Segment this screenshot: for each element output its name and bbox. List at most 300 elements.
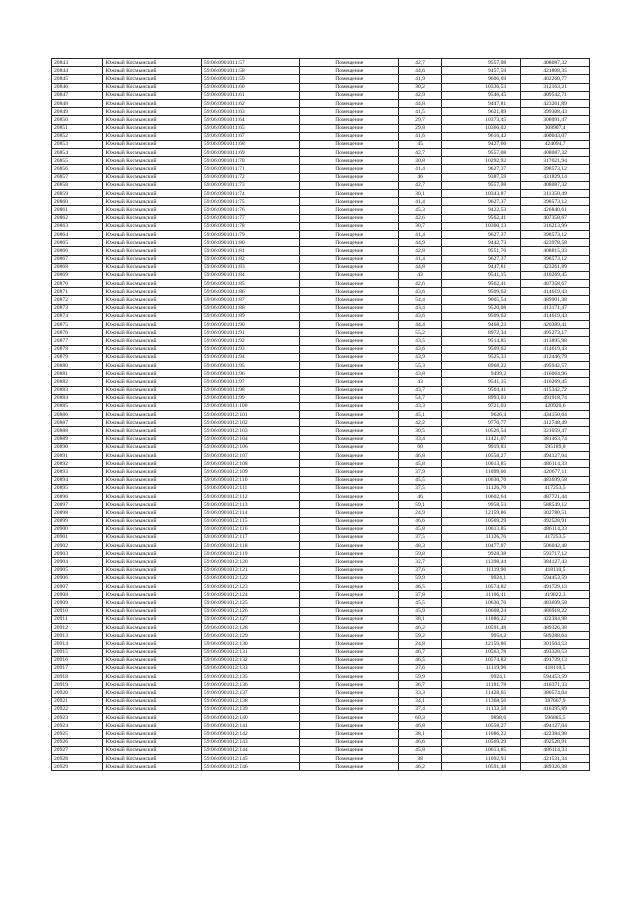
cell-record-number: 20914	[52, 640, 103, 648]
cell-unit-value: 11428,65	[442, 689, 521, 697]
cell-settlement: Южный Космынский	[103, 550, 202, 558]
cell-settlement: Южный Космынский	[103, 99, 202, 107]
cell-cadastral-number: 59:06:0901011:73	[201, 181, 300, 189]
cell-object-type: Помещение	[300, 517, 399, 525]
cell-unit-value: 11119,96	[442, 566, 521, 574]
cell-cadastral-number: 59:06:0901011:93	[201, 345, 300, 353]
cell-cadastral-value: 421808,35	[521, 67, 590, 75]
table-row	[52, 476, 590, 484]
cell-object-type: Помещение	[300, 501, 399, 509]
table-row	[52, 116, 590, 124]
cell-object-type: Помещение	[300, 321, 399, 329]
cell-settlement: Южный Космынский	[103, 59, 202, 67]
cell-area: 37,5	[399, 533, 442, 541]
cell-record-number: 20893	[52, 468, 103, 476]
cell-cadastral-number: 59:06:0901011:90	[201, 321, 300, 329]
cell-cadastral-value: 381463,74	[521, 435, 590, 443]
cell-object-type: Помещение	[300, 746, 399, 754]
cell-settlement: Южный Космынский	[103, 558, 202, 566]
cell-cadastral-value: 414619,43	[521, 345, 590, 353]
cell-unit-value: 9442,73	[442, 239, 521, 247]
cell-object-type: Помещение	[300, 476, 399, 484]
cell-object-type: Помещение	[300, 525, 399, 533]
cell-record-number: 20871	[52, 288, 103, 296]
cell-unit-value: 10569,29	[442, 517, 521, 525]
cell-area: 29,7	[399, 116, 442, 124]
cell-cadastral-value: 308907,4	[521, 124, 590, 132]
cell-unit-value: 9504,41	[442, 386, 521, 394]
cell-settlement: Южный Космынский	[103, 108, 202, 116]
cell-unit-value: 9557,08	[442, 149, 521, 157]
cell-area: 45,8	[399, 525, 442, 533]
cell-unit-value: 11099,66	[442, 468, 521, 476]
cell-area: 24,8	[399, 640, 442, 648]
cell-object-type: Помещение	[300, 492, 399, 500]
cell-settlement: Южный Космынский	[103, 492, 202, 500]
cell-object-type: Помещение	[300, 132, 399, 140]
cell-object-type: Помещение	[300, 149, 399, 157]
cell-cadastral-number: 59:06:0901011:84	[201, 271, 300, 279]
cell-cadastral-number: 59:06:0901011:92	[201, 337, 300, 345]
cell-unit-value: 9626,4	[442, 411, 521, 419]
cell-cadastral-number: 59:06:0901011:100	[201, 402, 300, 410]
cell-record-number: 20908	[52, 591, 103, 599]
table-row	[52, 280, 590, 288]
cell-cadastral-number: 59:06:0901011:85	[201, 280, 300, 288]
table-row	[52, 574, 590, 582]
cell-settlement: Южный Космынский	[103, 124, 202, 132]
cell-unit-value: 10591,48	[442, 763, 521, 771]
cell-cadastral-number: 59:06:0901011:67	[201, 132, 300, 140]
cell-unit-value: 10558,27	[442, 452, 521, 460]
cell-cadastral-value: 486918,22	[521, 607, 590, 615]
cell-unit-value: 10574,82	[442, 656, 521, 664]
cell-settlement: Южный Космынский	[103, 271, 202, 279]
cell-cadastral-number: 59:06:0901012:113	[201, 501, 300, 509]
table-row	[52, 312, 590, 320]
table-row	[52, 492, 590, 500]
cell-cadastral-number: 59:06:0901012:132	[201, 656, 300, 664]
cell-unit-value: 10292,92	[442, 157, 521, 165]
cell-cadastral-value: 506042,48	[521, 542, 590, 550]
cell-unit-value: 9919,83	[442, 443, 521, 451]
cell-area: 59,2	[399, 632, 442, 640]
table-row	[52, 386, 590, 394]
cell-object-type: Помещение	[300, 280, 399, 288]
cell-unit-value: 8972,34	[442, 329, 521, 337]
table-row	[52, 501, 590, 509]
cell-unit-value: 9422,53	[442, 206, 521, 214]
cell-cadastral-value: 418110,5	[521, 566, 590, 574]
cell-object-type: Помещение	[300, 124, 399, 132]
cell-unit-value: 9468,23	[442, 321, 521, 329]
cell-cadastral-value: 413171,47	[521, 304, 590, 312]
cell-cadastral-number: 59:06:0901012:129	[201, 632, 300, 640]
cell-settlement: Южный Космынский	[103, 288, 202, 296]
cell-settlement: Южный Космынский	[103, 304, 202, 312]
table-row	[52, 689, 590, 697]
cell-unit-value: 10336,53	[442, 83, 521, 91]
cell-area: 43,6	[399, 288, 442, 296]
cell-area: 59,9	[399, 574, 442, 582]
cell-record-number: 20919	[52, 681, 103, 689]
cell-record-number: 20888	[52, 427, 103, 435]
cell-cadastral-value: 596885,5	[521, 714, 590, 722]
cell-object-type: Помещение	[300, 599, 399, 607]
cell-unit-value: 10602,64	[442, 492, 521, 500]
cell-area: 45,1	[399, 411, 442, 419]
table-row	[52, 525, 590, 533]
cell-cadastral-number: 59:06:0901011:60	[201, 83, 300, 91]
cell-area: 42,9	[399, 91, 442, 99]
cell-area: 43,5	[399, 337, 442, 345]
cell-object-type: Помещение	[300, 288, 399, 296]
cell-unit-value: 11086,22	[442, 730, 521, 738]
table-row	[52, 337, 590, 345]
cell-record-number: 20906	[52, 574, 103, 582]
cell-area: 37,9	[399, 468, 442, 476]
cell-unit-value: 9520,08	[442, 304, 521, 312]
cell-record-number: 20927	[52, 746, 103, 754]
table-row	[52, 206, 590, 214]
cell-object-type: Помещение	[300, 67, 399, 75]
cell-unit-value: 9541,15	[442, 271, 521, 279]
cell-cadastral-value: 408087,32	[521, 59, 590, 67]
cell-settlement: Южный Космынский	[103, 173, 202, 181]
cell-unit-value: 12159,86	[442, 640, 521, 648]
cell-cadastral-value: 426840,61	[521, 206, 590, 214]
cell-cadastral-number: 59:06:0901011:65	[201, 124, 300, 132]
table-row	[52, 173, 590, 181]
cell-object-type: Помещение	[300, 558, 399, 566]
cell-unit-value: 10569,29	[442, 738, 521, 746]
cell-settlement: Южный Космынский	[103, 312, 202, 320]
cell-cadastral-value: 308091,47	[521, 116, 590, 124]
table-row	[52, 681, 590, 689]
cell-area: 42,7	[399, 149, 442, 157]
cell-settlement: Южный Космынский	[103, 214, 202, 222]
cell-cadastral-value: 494127,04	[521, 452, 590, 460]
table-row	[52, 353, 590, 361]
cell-object-type: Помещение	[300, 722, 399, 730]
cell-cadastral-number: 59:06:0901012:111	[201, 484, 300, 492]
table-row	[52, 583, 590, 591]
cell-cadastral-number: 59:06:0901011:96	[201, 370, 300, 378]
cell-record-number: 20917	[52, 664, 103, 672]
cell-unit-value: 9958,53	[442, 501, 521, 509]
cell-record-number: 20868	[52, 263, 103, 271]
cell-record-number: 20843	[52, 59, 103, 67]
cell-object-type: Помещение	[300, 705, 399, 713]
cell-settlement: Южный Космынский	[103, 329, 202, 337]
cell-cadastral-number: 59:06:0901012:103	[201, 427, 300, 435]
cell-record-number: 20875	[52, 321, 103, 329]
cell-cadastral-value: 418110,5	[521, 664, 590, 672]
cell-cadastral-number: 59:06:0901011:79	[201, 230, 300, 238]
cell-settlement: Южный Космынский	[103, 345, 202, 353]
cell-cadastral-number: 59:06:0901011:99	[201, 394, 300, 402]
cell-object-type: Помещение	[300, 206, 399, 214]
cell-settlement: Южный Космынский	[103, 91, 202, 99]
cell-cadastral-value: 317021,94	[521, 157, 590, 165]
cell-cadastral-value: 408087,32	[521, 149, 590, 157]
cell-cadastral-value: 316213,99	[521, 222, 590, 230]
cell-record-number: 20909	[52, 599, 103, 607]
table-row	[52, 542, 590, 550]
table-row	[52, 181, 590, 189]
cell-object-type: Помещение	[300, 165, 399, 173]
cell-settlement: Южный Космынский	[103, 263, 202, 271]
cell-cadastral-value: 420677,11	[521, 468, 590, 476]
cell-record-number: 20849	[52, 108, 103, 116]
cell-cadastral-value: 495942,57	[521, 361, 590, 369]
cell-record-number: 20922	[52, 705, 103, 713]
cell-cadastral-value: 486114,33	[521, 746, 590, 754]
cell-area: 43,8	[399, 370, 442, 378]
table-row	[52, 591, 590, 599]
cell-record-number: 20852	[52, 132, 103, 140]
cell-unit-value: 9387,59	[442, 173, 521, 181]
cell-area: 43	[399, 271, 442, 279]
cell-unit-value: 12159,86	[442, 509, 521, 517]
cell-unit-value: 11126,76	[442, 484, 521, 492]
cell-cadastral-number: 59:06:0901011:77	[201, 214, 300, 222]
cell-object-type: Помещение	[300, 574, 399, 582]
cell-cadastral-number: 59:06:0901011:64	[201, 116, 300, 124]
table-row	[52, 722, 590, 730]
cell-settlement: Южный Космынский	[103, 222, 202, 230]
cell-settlement: Южный Космынский	[103, 190, 202, 198]
table-row	[52, 754, 590, 762]
cell-settlement: Южный Космынский	[103, 255, 202, 263]
cell-settlement: Южный Космынский	[103, 623, 202, 631]
cell-settlement: Южный Космынский	[103, 75, 202, 83]
cell-object-type: Помещение	[300, 607, 399, 615]
cell-cadastral-value: 384127,43	[521, 558, 590, 566]
cell-cadastral-value: 422384,98	[521, 615, 590, 623]
table-row	[52, 443, 590, 451]
cell-cadastral-number: 59:06:0901011:82	[201, 255, 300, 263]
cell-cadastral-number: 59:06:0901012:116	[201, 525, 300, 533]
cell-object-type: Помещение	[300, 648, 399, 656]
table-row	[52, 329, 590, 337]
table-row	[52, 321, 590, 329]
cell-record-number: 20858	[52, 181, 103, 189]
cell-area: 44,9	[399, 239, 442, 247]
cell-record-number: 20877	[52, 337, 103, 345]
cell-object-type: Помещение	[300, 386, 399, 394]
cell-unit-value: 9954,2	[442, 632, 521, 640]
cell-cadastral-value: 410269,45	[521, 271, 590, 279]
cell-settlement: Южный Космынский	[103, 525, 202, 533]
cell-cadastral-number: 59:06:0901012:127	[201, 615, 300, 623]
cell-unit-value: 10630,76	[442, 476, 521, 484]
table-body	[52, 59, 590, 771]
table-row	[52, 550, 590, 558]
cell-cadastral-number: 59:06:0901011:63	[201, 108, 300, 116]
table-row	[52, 648, 590, 656]
table-row	[52, 419, 590, 427]
cell-unit-value: 9447,81	[442, 99, 521, 107]
cell-area: 30,8	[399, 157, 442, 165]
cell-unit-value: 11119,96	[442, 664, 521, 672]
cell-unit-value: 11086,22	[442, 615, 521, 623]
table-row	[52, 632, 590, 640]
cell-cadastral-number: 59:06:0901012:143	[201, 738, 300, 746]
cell-object-type: Помещение	[300, 542, 399, 550]
cell-area: 44,6	[399, 67, 442, 75]
cell-cadastral-number: 59:06:0901011:59	[201, 75, 300, 83]
table-row	[52, 67, 590, 75]
cell-record-number: 20846	[52, 83, 103, 91]
cell-record-number: 20857	[52, 173, 103, 181]
cell-record-number: 20884	[52, 394, 103, 402]
cell-cadastral-value: 387667,9	[521, 697, 590, 705]
table-row	[52, 615, 590, 623]
cell-object-type: Помещение	[300, 763, 399, 771]
cell-record-number: 20869	[52, 271, 103, 279]
cell-record-number: 20895	[52, 484, 103, 492]
table-row	[52, 361, 590, 369]
cell-area: 43,4	[399, 304, 442, 312]
cell-cadastral-number: 59:06:0901012:110	[201, 476, 300, 484]
cell-area: 45,5	[399, 599, 442, 607]
cell-cadastral-number: 59:06:0901011:88	[201, 304, 300, 312]
cell-object-type: Помещение	[300, 697, 399, 705]
cell-cadastral-number: 59:06:0901011:87	[201, 296, 300, 304]
cell-area: 45,3	[399, 206, 442, 214]
cell-settlement: Южный Космынский	[103, 484, 202, 492]
cell-object-type: Помещение	[300, 230, 399, 238]
cell-object-type: Помещение	[300, 632, 399, 640]
cell-area: 46,8	[399, 452, 442, 460]
cell-cadastral-value: 593717,12	[521, 550, 590, 558]
cell-object-type: Помещение	[300, 689, 399, 697]
cell-record-number: 20898	[52, 509, 103, 517]
cell-area: 43,9	[399, 353, 442, 361]
cell-cadastral-value: 398573,12	[521, 230, 590, 238]
table-row	[52, 452, 590, 460]
cell-settlement: Южный Космынский	[103, 632, 202, 640]
cell-object-type: Помещение	[300, 623, 399, 631]
cell-cadastral-value: 380574,04	[521, 689, 590, 697]
cell-cadastral-value: 494127,04	[521, 722, 590, 730]
cell-cadastral-value: 398573,12	[521, 255, 590, 263]
cell-area: 45,9	[399, 607, 442, 615]
cell-cadastral-number: 59:06:0901012:115	[201, 517, 300, 525]
cell-cadastral-value: 408815,33	[521, 247, 590, 255]
cell-object-type: Помещение	[300, 738, 399, 746]
table-row	[52, 411, 590, 419]
table-row	[52, 394, 590, 402]
cell-record-number: 20913	[52, 632, 103, 640]
cell-unit-value: 9525,33	[442, 353, 521, 361]
cell-record-number: 20848	[52, 99, 103, 107]
table-row	[52, 288, 590, 296]
table-row	[52, 124, 590, 132]
cell-record-number: 20911	[52, 615, 103, 623]
cell-cadastral-number: 59:06:0901012:138	[201, 697, 300, 705]
cell-unit-value: 9627,37	[442, 165, 521, 173]
cell-area: 60,3	[399, 714, 442, 722]
table-row	[52, 214, 590, 222]
cell-record-number: 20904	[52, 558, 103, 566]
table-row	[52, 517, 590, 525]
cell-area: 46,2	[399, 763, 442, 771]
cell-record-number: 20859	[52, 190, 103, 198]
cell-record-number: 20883	[52, 386, 103, 394]
cell-record-number: 20920	[52, 689, 103, 697]
cell-cadastral-value: 489901,38	[521, 296, 590, 304]
table-row	[52, 460, 590, 468]
table-row	[52, 75, 590, 83]
cell-settlement: Южный Космынский	[103, 386, 202, 394]
cell-unit-value: 9551,76	[442, 247, 521, 255]
cell-object-type: Помещение	[300, 157, 399, 165]
cell-area: 30,1	[399, 190, 442, 198]
cell-area: 45,8	[399, 460, 442, 468]
cell-cadastral-number: 59:06:0901012:139	[201, 705, 300, 713]
cell-cadastral-value: 415342,72	[521, 386, 590, 394]
cell-object-type: Помещение	[300, 312, 399, 320]
cell-object-type: Помещение	[300, 214, 399, 222]
table-row	[52, 132, 590, 140]
cell-unit-value: 11421,07	[442, 435, 521, 443]
cell-unit-value: 10630,76	[442, 599, 521, 607]
cell-record-number: 20892	[52, 460, 103, 468]
table-row	[52, 730, 590, 738]
cell-object-type: Помещение	[300, 411, 399, 419]
cell-cadastral-number: 59:06:0901012:102	[201, 419, 300, 427]
table-row	[52, 427, 590, 435]
cell-unit-value: 9514,85	[442, 337, 521, 345]
cell-object-type: Помещение	[300, 550, 399, 558]
cell-cadastral-number: 59:06:0901012:140	[201, 714, 300, 722]
table-row	[52, 263, 590, 271]
cell-settlement: Южный Космынский	[103, 353, 202, 361]
cell-cadastral-value: 487721,44	[521, 492, 590, 500]
cell-cadastral-value: 412446,79	[521, 353, 590, 361]
cell-settlement: Южный Космынский	[103, 460, 202, 468]
cell-area: 37,6	[399, 566, 442, 574]
cell-area: 46,5	[399, 656, 442, 664]
cell-object-type: Помещение	[300, 247, 399, 255]
cell-settlement: Южный Космынский	[103, 607, 202, 615]
cell-cadastral-value: 423261,89	[521, 263, 590, 271]
cell-area: 42,6	[399, 280, 442, 288]
cell-record-number: 20882	[52, 378, 103, 386]
cell-record-number: 20864	[52, 230, 103, 238]
cell-cadastral-number: 59:06:0901012:126	[201, 607, 300, 615]
cell-object-type: Помещение	[300, 304, 399, 312]
table-row	[52, 271, 590, 279]
cell-settlement: Южный Космынский	[103, 664, 202, 672]
cell-cadastral-value: 423261,89	[521, 99, 590, 107]
cell-cadastral-number: 59:06:0901012:104	[201, 435, 300, 443]
cell-record-number: 20921	[52, 697, 103, 705]
cell-cadastral-number: 59:06:0901012:133	[201, 664, 300, 672]
cell-cadastral-value: 594453,59	[521, 673, 590, 681]
cell-record-number: 20900	[52, 525, 103, 533]
cell-object-type: Помещение	[300, 427, 399, 435]
cell-unit-value: 10558,27	[442, 722, 521, 730]
cell-cadastral-number: 59:06:0901011:62	[201, 99, 300, 107]
cell-unit-value: 10563,78	[442, 648, 521, 656]
cell-settlement: Южный Космынский	[103, 427, 202, 435]
cell-area: 55,2	[399, 329, 442, 337]
cell-cadastral-value: 589288,64	[521, 632, 590, 640]
cell-unit-value: 9447,81	[442, 263, 521, 271]
